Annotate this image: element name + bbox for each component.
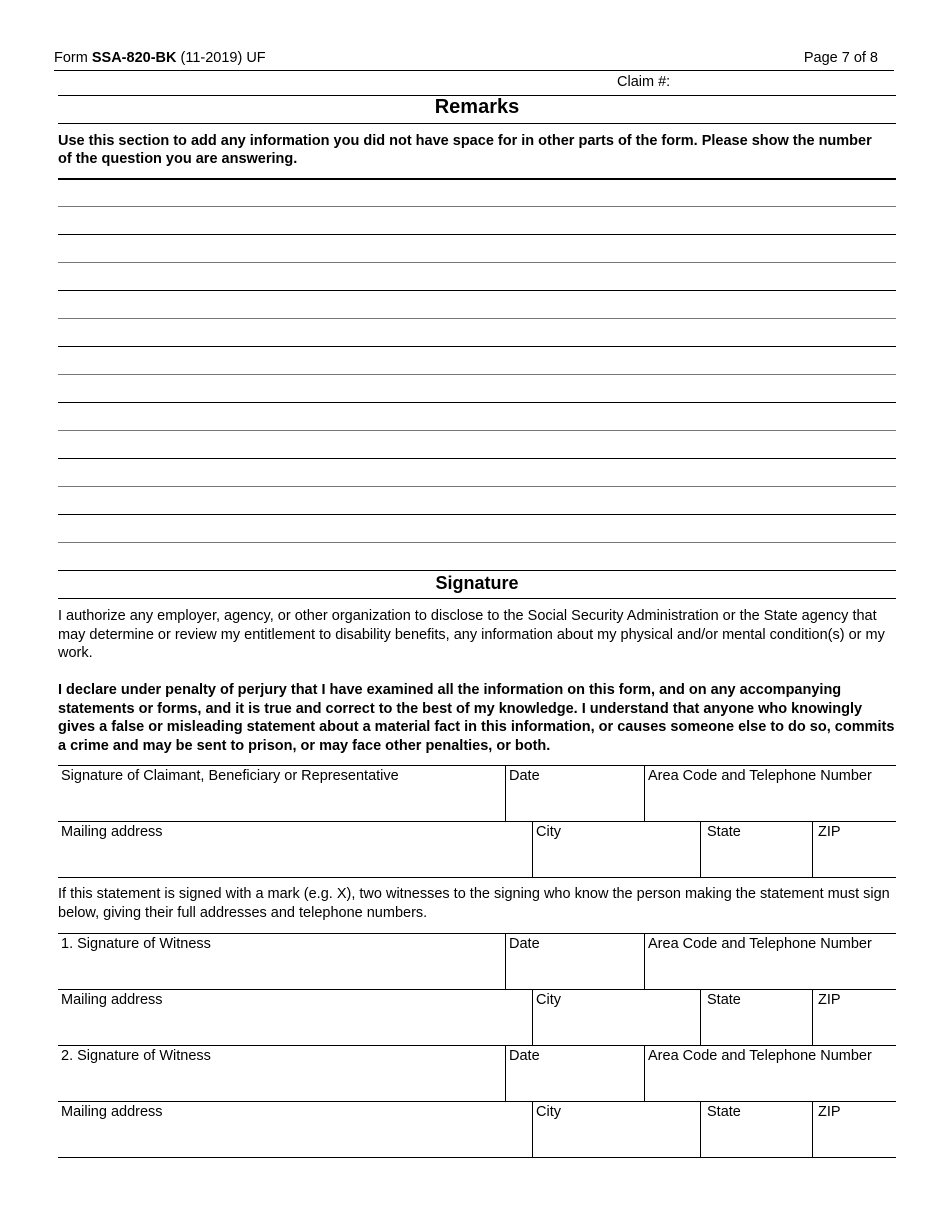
declaration-text: I declare under penalty of perjury that I have examined all the information on this form, and on any accompanying statements or forms, and it is true and correct to the best of my knowledge. I understand that anyone who knowingly gives a false or misleading statement about a material fact in this information, or causes someone else to do so, commits a crime and may be sent to prison, or may face other penalties, or both. — [58, 682, 895, 754]
witness2-signature-row — [58, 1045, 896, 1102]
header-divider — [54, 70, 894, 71]
remarks-input[interactable] — [58, 375, 900, 403]
witness2-state-label: State — [707, 1104, 741, 1120]
remarks-line[interactable] — [58, 515, 896, 543]
claimant-signature-label: Signature of Claimant, Beneficiary or Representative — [61, 768, 399, 784]
remarks-title: Remarks — [434, 96, 520, 118]
claimant-mailing-label: Mailing address — [61, 824, 163, 840]
remarks-input[interactable] — [58, 431, 900, 459]
witness1-state-field[interactable] — [700, 989, 812, 1045]
page-number: Page 7 of 8 — [803, 50, 878, 66]
remarks-title-divider — [58, 123, 896, 124]
witness1-city-label: City — [536, 992, 561, 1008]
witness-instructions: If this statement is signed with a mark (e.g. X), two witnesses to the signing who know the person making the statement must sign below, giving their full addresses and telephone numbers. — [58, 886, 890, 921]
witness2-date-field[interactable] — [505, 1045, 644, 1101]
witness2-state-field[interactable] — [700, 1101, 812, 1157]
claimant-zip-field[interactable] — [812, 821, 896, 877]
remarks-input[interactable] — [58, 319, 900, 347]
witness1-signature-row — [58, 933, 896, 990]
witness2-signature-field[interactable] — [58, 1045, 505, 1101]
form-prefix: Form — [54, 50, 92, 66]
remarks-input[interactable] — [58, 543, 900, 571]
remarks-line[interactable] — [58, 263, 896, 291]
witness2-mailing-label: Mailing address — [61, 1104, 163, 1120]
witness1-signature-label: 1. Signature of Witness — [61, 936, 211, 952]
witness2-signature-label: 2. Signature of Witness — [61, 1048, 211, 1064]
remarks-input[interactable] — [58, 235, 900, 263]
remarks-line[interactable] — [58, 487, 896, 515]
remarks-line[interactable] — [58, 179, 896, 207]
claimant-date-label: Date — [509, 768, 540, 784]
remarks-line[interactable] — [58, 543, 896, 571]
form-number: SSA-820-BK — [91, 50, 177, 66]
witness2-address-row — [58, 1101, 896, 1158]
remarks-line[interactable] — [58, 319, 896, 347]
witness2-date-label: Date — [509, 1048, 540, 1064]
witness1-address-row — [58, 989, 896, 1046]
claimant-signature-row — [58, 765, 896, 822]
remarks-instructions: Use this section to add any information you did not have space for in other parts of the form. Please show the number of the question you are answering. — [58, 133, 872, 167]
remarks-line[interactable] — [58, 235, 896, 263]
witness1-zip-field[interactable] — [812, 989, 896, 1045]
remarks-input[interactable] — [58, 179, 900, 207]
witness2-phone-field[interactable] — [644, 1045, 896, 1101]
form-revision: (11-2019) UF — [176, 50, 266, 66]
remarks-input[interactable] — [58, 459, 900, 487]
remarks-line[interactable] — [58, 431, 896, 459]
claimant-state-field[interactable] — [700, 821, 812, 877]
witness2-city-label: City — [536, 1104, 561, 1120]
witness2-phone-label: Area Code and Telephone Number — [648, 1048, 872, 1064]
claimant-signature-field[interactable] — [58, 765, 505, 821]
witness1-date-label: Date — [509, 936, 540, 952]
claimant-mailing-field[interactable] — [58, 821, 532, 877]
claim-number-label: Claim #: — [617, 74, 671, 90]
remarks-input[interactable] — [58, 403, 900, 431]
remarks-line[interactable] — [58, 207, 896, 235]
remarks-input[interactable] — [58, 487, 900, 515]
claimant-city-field[interactable] — [532, 821, 700, 877]
authorization-text: I authorize any employer, agency, or other organization to disclose to the Social Security Administration or the State agency that may determine or review my entitlement to disability benefits, any information about my physical and/or mental condition(s) or my work. — [58, 608, 885, 661]
claimant-state-label: State — [707, 824, 741, 840]
remarks-line[interactable] — [58, 291, 896, 319]
witness2-zip-label: ZIP — [818, 1104, 841, 1120]
claimant-date-field[interactable] — [505, 765, 644, 821]
witness2-mailing-field[interactable] — [58, 1101, 532, 1157]
witness2-city-field[interactable] — [532, 1101, 700, 1157]
witness2-zip-field[interactable] — [812, 1101, 896, 1157]
remarks-input[interactable] — [58, 291, 900, 319]
witness1-date-field[interactable] — [505, 933, 644, 989]
remarks-input[interactable] — [58, 207, 900, 235]
claimant-zip-label: ZIP — [818, 824, 841, 840]
claimant-phone-label: Area Code and Telephone Number — [648, 768, 872, 784]
signature-title: Signature — [435, 573, 519, 593]
witness1-mailing-field[interactable] — [58, 989, 532, 1045]
witness1-signature-field[interactable] — [58, 933, 505, 989]
claimant-phone-field[interactable] — [644, 765, 896, 821]
remarks-line[interactable] — [58, 347, 896, 375]
remarks-line[interactable] — [58, 375, 896, 403]
form-identifier — [54, 50, 266, 66]
witness1-zip-label: ZIP — [818, 992, 841, 1008]
witness1-state-label: State — [707, 992, 741, 1008]
witness1-phone-label: Area Code and Telephone Number — [648, 936, 872, 952]
remarks-input[interactable] — [58, 515, 900, 543]
claimant-city-label: City — [536, 824, 561, 840]
remarks-line[interactable] — [58, 403, 896, 431]
witness1-phone-field[interactable] — [644, 933, 896, 989]
remarks-input[interactable] — [58, 347, 900, 375]
witness1-city-field[interactable] — [532, 989, 700, 1045]
claimant-address-row — [58, 821, 896, 878]
signature-title-divider — [58, 598, 896, 599]
remarks-line[interactable] — [58, 459, 896, 487]
witness1-mailing-label: Mailing address — [61, 992, 163, 1008]
remarks-input[interactable] — [58, 263, 900, 291]
